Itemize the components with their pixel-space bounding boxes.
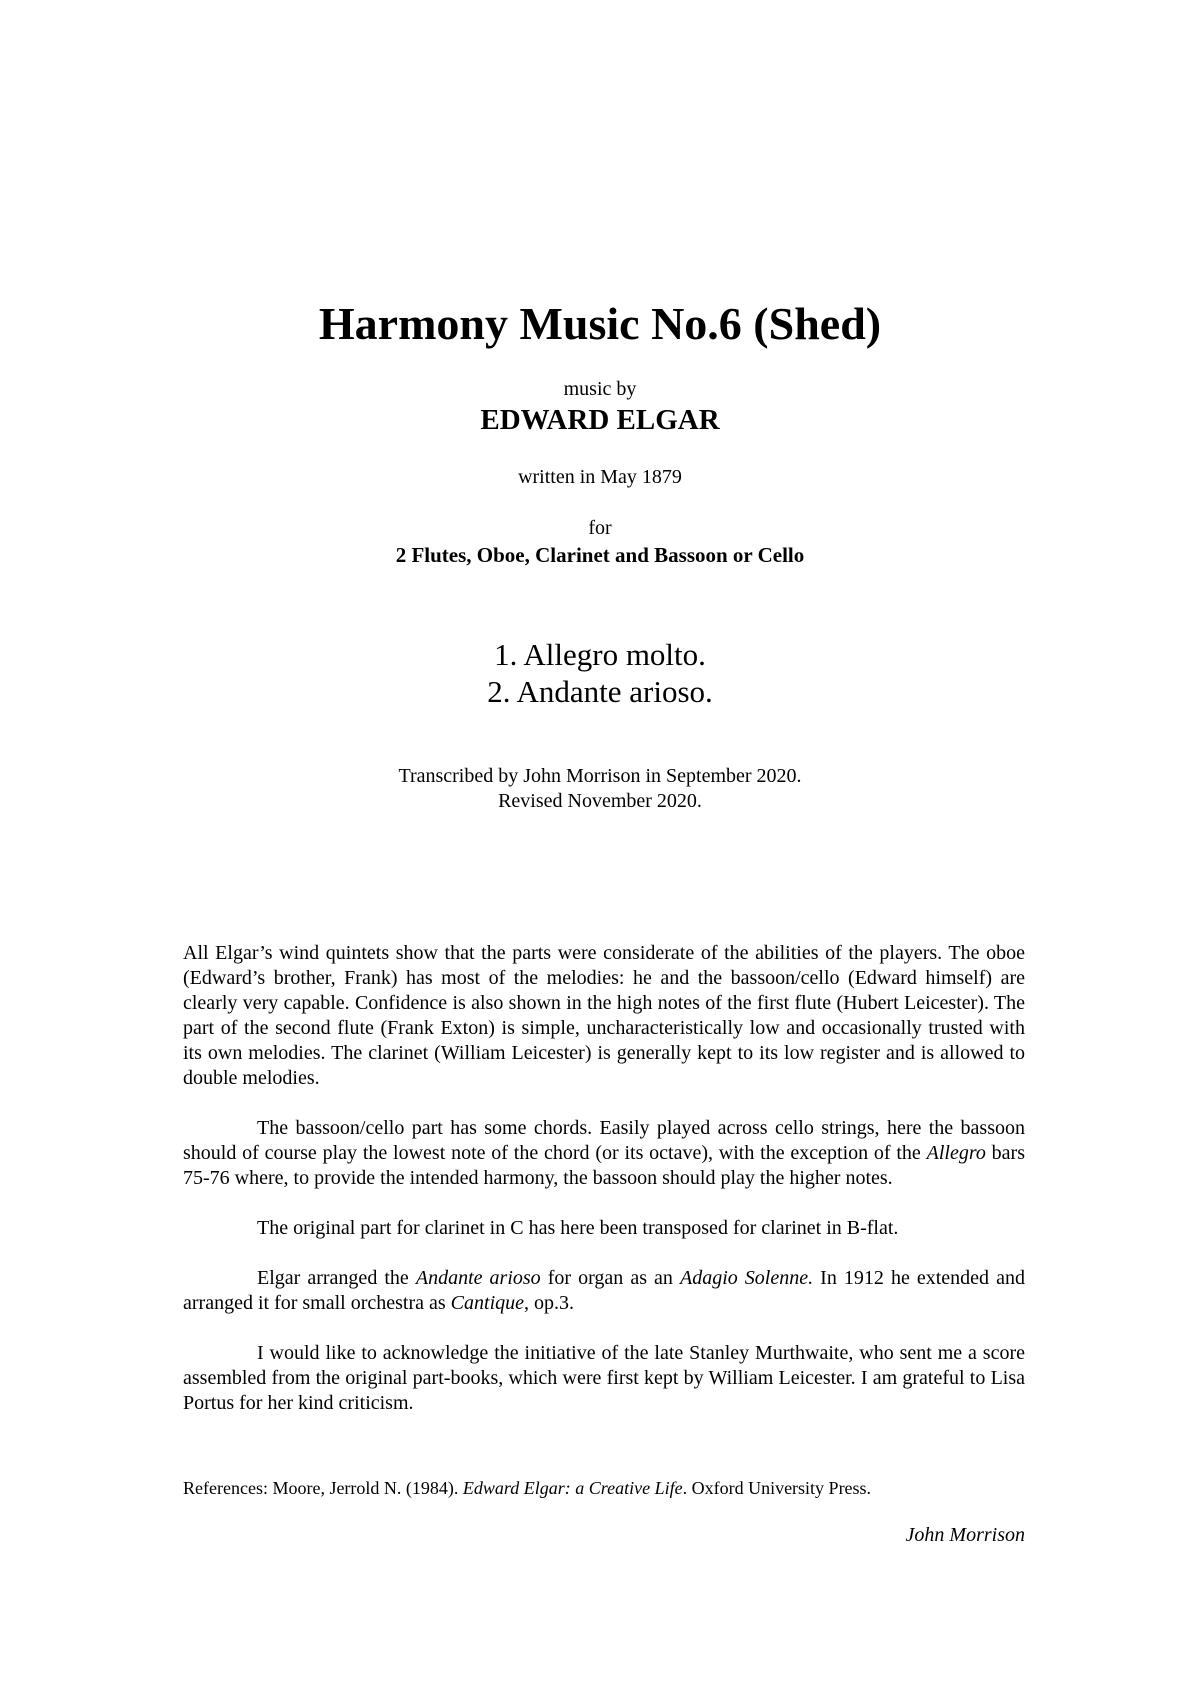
transcription-info — [0, 764, 1200, 814]
written-date: written in May 1879 — [518, 466, 682, 488]
page-title: Harmony Music No.6 (Shed) — [318, 298, 882, 349]
transcribed-line: Transcribed by John Morrison in September 2020. — [398, 765, 802, 787]
for-label: for — [588, 517, 612, 539]
movement-item: 2. Andante arioso. — [487, 674, 713, 709]
composer-name: EDWARD ELGAR — [480, 404, 720, 436]
instrumentation: 2 Flutes, Oboe, Clarinet and Bassoon or Cello — [395, 543, 805, 567]
movement-item: 1. Allegro molto. — [494, 637, 706, 672]
note-paragraph: All Elgar’s wind quintets show that the parts were considerate of the abilities of the players. The oboe (Edward’s brother, Frank) has most of the melodies: he and the bassoon/cello (Edward himself) are clearly very capable. Confidence is also shown in the high notes of the first flute (Hubert Leicester). The part of the second flute (Frank Exton) is simple, uncharacteristically low and occasionally trusted with its own melodies. The clarinet (William Leicester) is generally kept to its low register and is allowed to double melodies. — [183, 942, 1025, 1089]
movement-list — [0, 636, 1200, 710]
note-paragraph: I would like to acknowledge the initiative of the late Stanley Murthwaite, who sent me a score assembled from the original part-books, which were first kept by William Leicester. I am grateful to Lisa Portus for her kind criticism. — [183, 1342, 1025, 1414]
note-paragraph: The bassoon/cello part has some chords. Easily played across cello strings, here the bassoon should of course play the lowest note of the chord (or its octave), with the exception of the Allegro bars 75-76 where, to provide the intended harmony, the bassoon should play the higher notes. — [183, 1117, 1025, 1189]
references: References: Moore, Jerrold N. (1984). Edward Elgar: a Creative Life. Oxford University Press. — [183, 1478, 872, 1498]
revised-line: Revised November 2020. — [498, 790, 702, 812]
music-by-label: music by — [563, 378, 637, 400]
notes-section — [183, 941, 1025, 1441]
note-paragraph: Elgar arranged the Andante arioso for organ as an Adagio Solenne. In 1912 he extended and arranged it for small orchestra as Cantique, op.3. — [183, 1267, 1025, 1314]
note-paragraph: The original part for clarinet in C has here been transposed for clarinet in B-flat. — [257, 1217, 899, 1239]
signature: John Morrison — [905, 1524, 1025, 1546]
